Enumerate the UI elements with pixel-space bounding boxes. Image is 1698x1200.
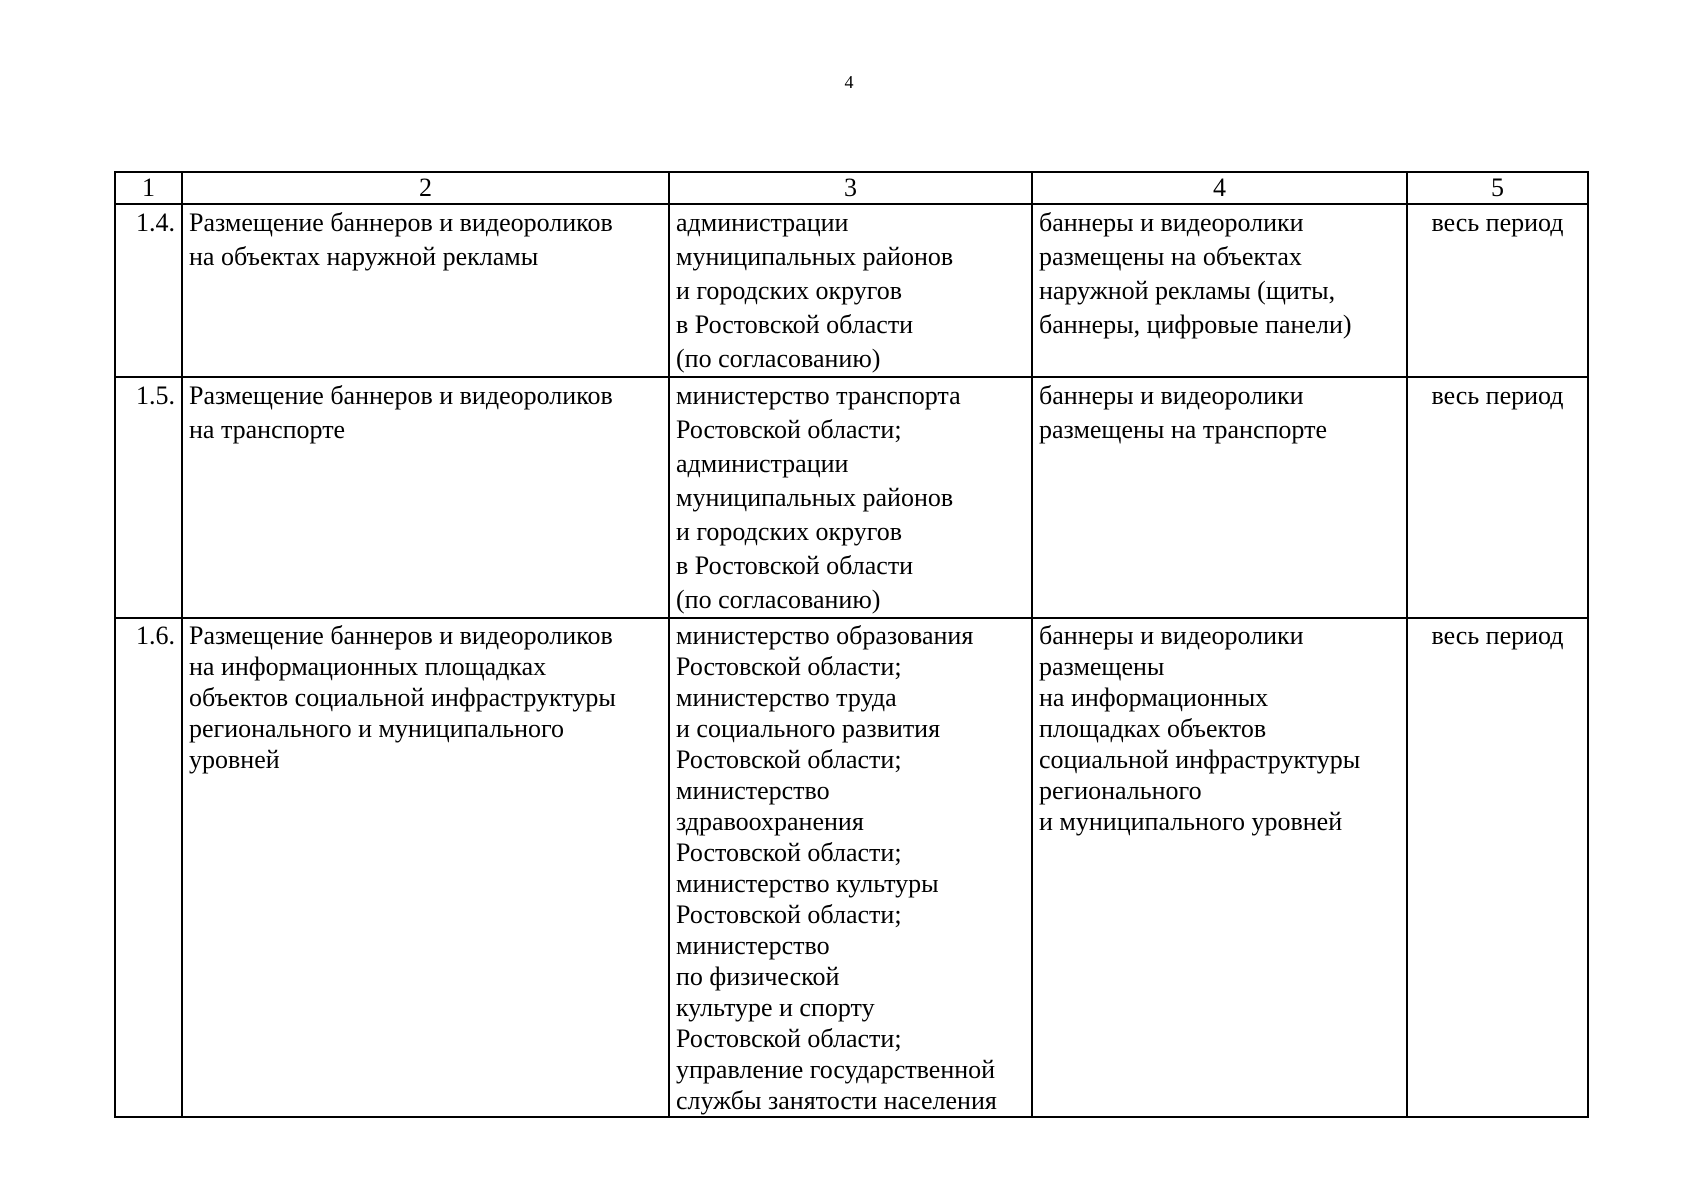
column-header-5: 5 <box>1407 172 1588 204</box>
result-cell: баннеры и видеоролики размещены на информационных площадках объектов социальной инфраструктуры регионального и муниципального уровней <box>1032 618 1407 1117</box>
table-row <box>115 204 1588 377</box>
column-header-4: 4 <box>1032 172 1407 204</box>
activity-cell: Размещение баннеров и видеороликов на информационных площадках объектов социальной инфраструктуры регионального и муниципального уровней <box>182 618 669 1117</box>
activity-cell: Размещение баннеров и видеороликов на транспорте <box>182 377 669 618</box>
result-cell: баннеры и видеоролики размещены на транспорте <box>1032 377 1407 618</box>
row-number: 1.6. <box>115 618 182 1117</box>
table-header-row <box>115 172 1588 204</box>
executors-cell: министерство транспорта Ростовской области; администрации муниципальных районов и городских округов в Ростовской области (по согласованию) <box>669 377 1032 618</box>
row-number: 1.4. <box>115 204 182 377</box>
term-cell: весь период <box>1407 377 1588 618</box>
activities-table <box>114 171 1589 1118</box>
row-number: 1.5. <box>115 377 182 618</box>
term-cell: весь период <box>1407 618 1588 1117</box>
column-header-3: 3 <box>669 172 1032 204</box>
page-number: 4 <box>844 72 854 92</box>
column-header-1: 1 <box>115 172 182 204</box>
activity-cell: Размещение баннеров и видеороликов на объектах наружной рекламы <box>182 204 669 377</box>
column-header-2: 2 <box>182 172 669 204</box>
table-row <box>115 618 1588 1117</box>
executors-cell: администрации муниципальных районов и городских округов в Ростовской области (по согласованию) <box>669 204 1032 377</box>
result-cell: баннеры и видеоролики размещены на объектах наружной рекламы (щиты, баннеры, цифровые панели) <box>1032 204 1407 377</box>
table-row <box>115 377 1588 618</box>
term-cell: весь период <box>1407 204 1588 377</box>
executors-cell: министерство образования Ростовской области; министерство труда и социального развития Ростовской области; министерство здравоохранения Ростовской области; министерство культуры Ростовской области; министерство по физической культуре и спорту Ростовской области; управление государственной службы занятости населения <box>669 618 1032 1117</box>
